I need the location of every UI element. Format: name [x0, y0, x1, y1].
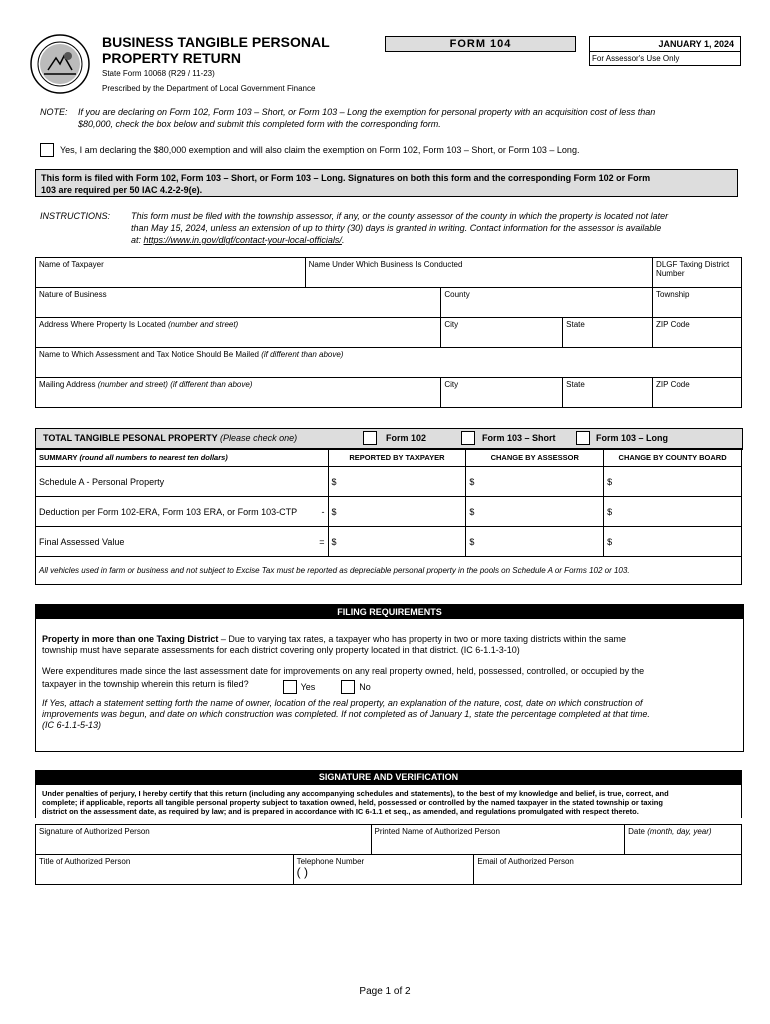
- exemption-label: Yes, I am declaring the $80,000 exemption and will also claim the exemption on Form 102, Form 103 – Short, or Form 103 – Long.: [60, 145, 580, 155]
- yes-label: Yes: [300, 681, 316, 692]
- assessor-use-label: For Assessor's Use Only: [592, 54, 680, 63]
- property-state-field[interactable]: State: [563, 318, 653, 348]
- row-label: Final Assessed Value =: [36, 527, 329, 557]
- multi-district-paragraph: Property in more than one Taxing District – Due to varying tax rates, a taxpayer who has property in two or more taxing districts within the same: [42, 634, 627, 644]
- col-change-by-assessor: CHANGE BY ASSESSOR: [466, 449, 604, 467]
- row-label: Deduction per Form 102-ERA, Form 103 ERA, or Form 103-CTP -: [36, 497, 329, 527]
- note-label: NOTE:: [40, 107, 68, 117]
- assessor-contact-link[interactable]: https://www.in.gov/dlgf/contact-your-local-officials/: [143, 235, 342, 245]
- dlgf-district-field[interactable]: DLGF Taxing District Number: [653, 258, 742, 288]
- vehicles-note: All vehicles used in farm or business and not subject to Excise Tax must be reported as depreciable personal property in the pools on Schedule A or Forms 102 or 103.: [36, 557, 742, 585]
- no-label: No: [359, 681, 371, 692]
- date-field[interactable]: Date (month, day, year): [625, 825, 742, 855]
- certification-text: Under penalties of perjury, I hereby certify that this return (including any accompanying schedules and statements), to the best of my knowledge and belief, is true, correct, and complete; if applicable, reports all tangible personal property subject to taxation owned, held, possessed or controlled by the named taxpayer in the stated township or taxing district on the assessment date, as required by law; and is prepared in accordance with IC 6-1.1 et seq., as amended, and regulations promulgated with respect thereto.: [35, 784, 742, 818]
- final-value-assessor-field[interactable]: $: [466, 527, 604, 557]
- filing-notice: This form is filed with Form 102, Form 103 – Short, or Form 103 – Long. Signatures on both this form and the corresponding Form 102 or Form 103 are required per 50 IAC 4.2-2-9(e).: [35, 169, 738, 197]
- signature-table: [35, 824, 742, 885]
- table-row: [36, 497, 742, 527]
- total-property-title: TOTAL TANGIBLE PESONAL PROPERTY (Please check one): [43, 433, 298, 443]
- instructions-label: INSTRUCTIONS:: [40, 211, 111, 221]
- form-number-box: FORM 104: [385, 36, 576, 52]
- note: [40, 106, 740, 130]
- form-102-checkbox[interactable]: [363, 431, 377, 445]
- final-value-county-field[interactable]: $: [604, 527, 742, 557]
- table-row: [36, 527, 742, 557]
- email-field[interactable]: Email of Authorized Person: [474, 855, 742, 885]
- township-field[interactable]: Township: [653, 288, 742, 318]
- state-seal-logo: [30, 34, 90, 94]
- form-103-short-checkbox[interactable]: [461, 431, 475, 445]
- deduction-taxpayer-field[interactable]: $: [328, 497, 466, 527]
- mail-name-field[interactable]: Name to Which Assessment and Tax Notice Should Be Mailed (if different than above): [36, 348, 742, 378]
- exemption-row: [40, 143, 579, 157]
- summary-table: [35, 448, 742, 585]
- summary-header: SUMMARY (round all numbers to nearest ten dollars): [36, 449, 329, 467]
- table-row: [36, 467, 742, 497]
- total-property-header: [35, 428, 743, 450]
- deduction-county-field[interactable]: $: [604, 497, 742, 527]
- expenditure-yes-checkbox[interactable]: [283, 680, 297, 694]
- col-reported-by-taxpayer: REPORTED BY TAXPAYER: [328, 449, 466, 467]
- schedule-a-county-field[interactable]: $: [604, 467, 742, 497]
- mailing-zip-field[interactable]: ZIP Code: [653, 378, 742, 408]
- printed-name-field[interactable]: Printed Name of Authorized Person: [371, 825, 625, 855]
- nature-of-business-field[interactable]: Nature of Business: [36, 288, 441, 318]
- business-name-field[interactable]: Name Under Which Business Is Conducted: [305, 258, 652, 288]
- property-city-field[interactable]: City: [441, 318, 563, 348]
- instructions: INSTRUCTIONS: This form must be filed with the township assessor, if any, or the county assessor of the county in which the property is located not later than May 15, 2024, unless an extension of up to thirty (30) days is granted in writing. Contact information for the assessor is available at: https://www.in.gov/dlgf/contact-your-local-officials/.: [40, 211, 669, 245]
- page-number: Page 1 of 2: [359, 986, 411, 997]
- note-line1: If you are declaring on Form 102, Form 103 – Short, or Form 103 – Long the exemption for personal property with an acquisition cost of less than: [78, 107, 656, 117]
- form-title: BUSINESS TANGIBLE PERSONAL PROPERTY RETURN: [102, 34, 330, 66]
- form-date: JANUARY 1, 2024: [590, 37, 740, 52]
- deduction-assessor-field[interactable]: $: [466, 497, 604, 527]
- form-103-short-label: Form 103 – Short: [482, 433, 556, 443]
- mailing-state-field[interactable]: State: [563, 378, 653, 408]
- form-103-long-checkbox[interactable]: [576, 431, 590, 445]
- mailing-city-field[interactable]: City: [441, 378, 563, 408]
- assessor-box: [589, 36, 741, 66]
- mailing-address-field[interactable]: Mailing Address (number and street) (if different than above): [36, 378, 441, 408]
- telephone-field[interactable]: Telephone Number ( ): [293, 855, 474, 885]
- signature-header: SIGNATURE AND VERIFICATION: [35, 770, 742, 784]
- schedule-a-taxpayer-field[interactable]: $: [328, 467, 466, 497]
- final-value-taxpayer-field[interactable]: $: [328, 527, 466, 557]
- taxpayer-info-table: [35, 257, 742, 408]
- property-address-field[interactable]: Address Where Property Is Located (number and street): [36, 318, 441, 348]
- prescribed-by: Prescribed by the Department of Local Government Finance: [102, 84, 316, 93]
- note-line2: $80,000, check the box below and submit this completed form with the corresponding form.: [78, 119, 441, 129]
- form-102-label: Form 102: [386, 433, 427, 443]
- col-change-by-county-board: CHANGE BY COUNTY BOARD: [604, 449, 742, 467]
- state-form-number: State Form 10068 (R29 / 11-23): [102, 69, 215, 78]
- property-zip-field[interactable]: ZIP Code: [653, 318, 742, 348]
- signature-section: [35, 770, 742, 818]
- signature-field[interactable]: Signature of Authorized Person: [36, 825, 372, 855]
- title-field[interactable]: Title of Authorized Person: [36, 855, 294, 885]
- exemption-checkbox[interactable]: [40, 143, 54, 157]
- expenditure-no-checkbox[interactable]: [341, 680, 355, 694]
- filing-requirements-section: FILING REQUIREMENTS Property in more than one Taxing District – Due to varying tax rates, a taxpayer who has property in two or more taxing districts within the same township must have separate assessments for each district covering only property located in that district. (IC 6-1.1-3-10) Were expenditures made since the last assessment date for improvements on any real property owned, held, possessed, controlled, or occupied by the taxpayer in the township wherein this return is filed? Yes No If Yes, attach a statement setting forth the name of owner, location of the real property, an explanation of the nature, cost, date on which construction of improvements was begun, and date on which construction was completed. If not completed as of January 1, state the percentage completed at that time. (IC 6-1.1-5-13): [35, 604, 744, 752]
- if-yes-instructions: If Yes, attach a statement setting forth the name of owner, location of the real property, an explanation of the nature, cost, date on which construction of improvements was begun, and date on which construction was completed. If not completed as of January 1, state the percentage completed at that time. (IC 6-1.1-5-13): [42, 698, 650, 730]
- county-field[interactable]: County: [441, 288, 653, 318]
- row-label: Schedule A - Personal Property: [36, 467, 329, 497]
- expenditure-question: Were expenditures made since the last assessment date for improvements on any real property owned, held, possessed, controlled, or occupied by the: [42, 666, 645, 676]
- schedule-a-assessor-field[interactable]: $: [466, 467, 604, 497]
- taxpayer-name-field[interactable]: Name of Taxpayer: [36, 258, 306, 288]
- form-103-long-label: Form 103 – Long: [596, 433, 669, 443]
- filing-requirements-header: FILING REQUIREMENTS: [36, 605, 743, 619]
